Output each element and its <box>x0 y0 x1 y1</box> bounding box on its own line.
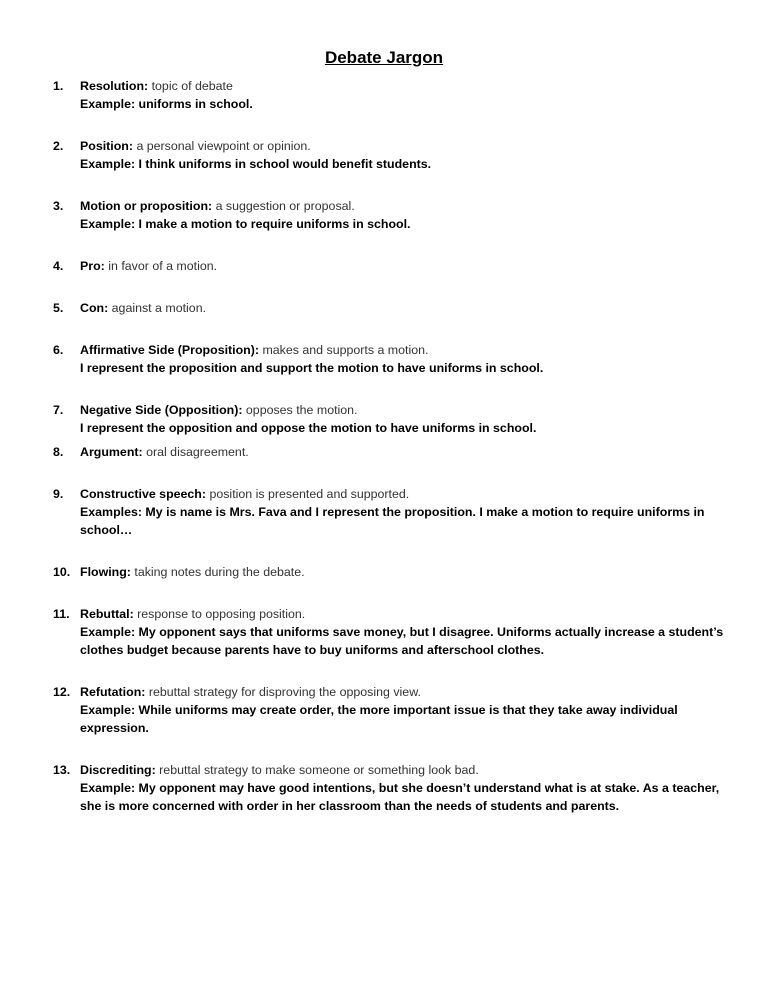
item-example: I represent the proposition and support the motion to have uniforms in school. <box>80 361 544 375</box>
item-definition: taking notes during the debate. <box>130 565 305 579</box>
jargon-item <box>53 257 733 275</box>
item-term: Rebuttal: <box>80 607 134 621</box>
jargon-list <box>53 77 733 815</box>
item-term: Constructive speech: <box>80 487 207 501</box>
item-term: Negative Side (Opposition): <box>80 403 243 417</box>
item-example: I represent the opposition and oppose the motion to have uniforms in school. <box>80 421 537 435</box>
item-number: 2. <box>53 139 64 153</box>
item-example: Example: My opponent may have good intentions, but she doesn’t understand what is at stake. As a teacher, she is more concerned with order in her classroom than the needs of students and parents. <box>80 781 720 813</box>
jargon-item <box>53 605 733 659</box>
item-definition: oral disagreement. <box>142 445 249 459</box>
item-number: 6. <box>53 343 64 357</box>
item-example: Example: While uniforms may create order, the more important issue is that they take away individual expression. <box>80 703 678 735</box>
item-definition: opposes the motion. <box>242 403 358 417</box>
item-definition: a personal viewpoint or opinion. <box>133 139 311 153</box>
item-definition: rebuttal strategy to make someone or something look bad. <box>155 763 479 777</box>
item-number: 7. <box>53 403 64 417</box>
jargon-item <box>53 341 733 377</box>
item-definition: makes and supports a motion. <box>259 343 429 357</box>
item-number: 5. <box>53 301 64 315</box>
jargon-item <box>53 563 733 581</box>
jargon-item <box>53 401 733 437</box>
item-definition: against a motion. <box>108 301 207 315</box>
jargon-item <box>53 485 733 539</box>
item-number: 1. <box>53 79 64 93</box>
item-term: Affirmative Side (Proposition): <box>80 343 259 357</box>
item-term: Position: <box>80 139 133 153</box>
jargon-item <box>53 77 733 113</box>
jargon-item <box>53 197 733 233</box>
item-number: 11. <box>53 607 70 621</box>
item-definition: position is presented and supported. <box>206 487 410 501</box>
item-number: 4. <box>53 259 64 273</box>
item-term: Motion or proposition: <box>80 199 213 213</box>
item-definition: a suggestion or proposal. <box>212 199 355 213</box>
item-term: Discrediting: <box>80 763 156 777</box>
page-title <box>0 48 768 68</box>
jargon-item <box>53 683 733 737</box>
item-number: 10. <box>53 565 71 579</box>
item-number: 12. <box>53 685 71 699</box>
item-definition: in favor of a motion. <box>104 259 218 273</box>
item-example: Example: I think uniforms in school would benefit students. <box>80 157 432 171</box>
item-term: Argument: <box>80 445 143 459</box>
item-term: Con: <box>80 301 109 315</box>
jargon-item <box>53 137 733 173</box>
page-title-text: Debate Jargon <box>324 48 444 67</box>
item-number: 9. <box>53 487 64 501</box>
item-number: 13. <box>53 763 71 777</box>
item-number: 3. <box>53 199 64 213</box>
item-definition: response to opposing position. <box>133 607 306 621</box>
item-example: Example: My opponent says that uniforms save money, but I disagree. Uniforms actually increase a student’s clothes budget because parents have to buy uniforms and afterschool clothes. <box>80 625 724 657</box>
jargon-item <box>53 761 733 815</box>
item-term: Pro: <box>80 259 105 273</box>
item-definition: rebuttal strategy for disproving the opposing view. <box>145 685 421 699</box>
item-example: Examples: My is name is Mrs. Fava and I represent the proposition. I make a motion to require uniforms in school… <box>80 505 705 537</box>
item-example: Example: uniforms in school. <box>80 97 253 111</box>
item-term: Refutation: <box>80 685 146 699</box>
item-term: Resolution: <box>80 79 149 93</box>
jargon-item <box>53 299 733 317</box>
item-example: Example: I make a motion to require uniforms in school. <box>80 217 411 231</box>
item-definition: topic of debate <box>148 79 233 93</box>
item-number: 8. <box>53 445 64 459</box>
item-term: Flowing: <box>80 565 131 579</box>
jargon-item <box>53 443 733 461</box>
